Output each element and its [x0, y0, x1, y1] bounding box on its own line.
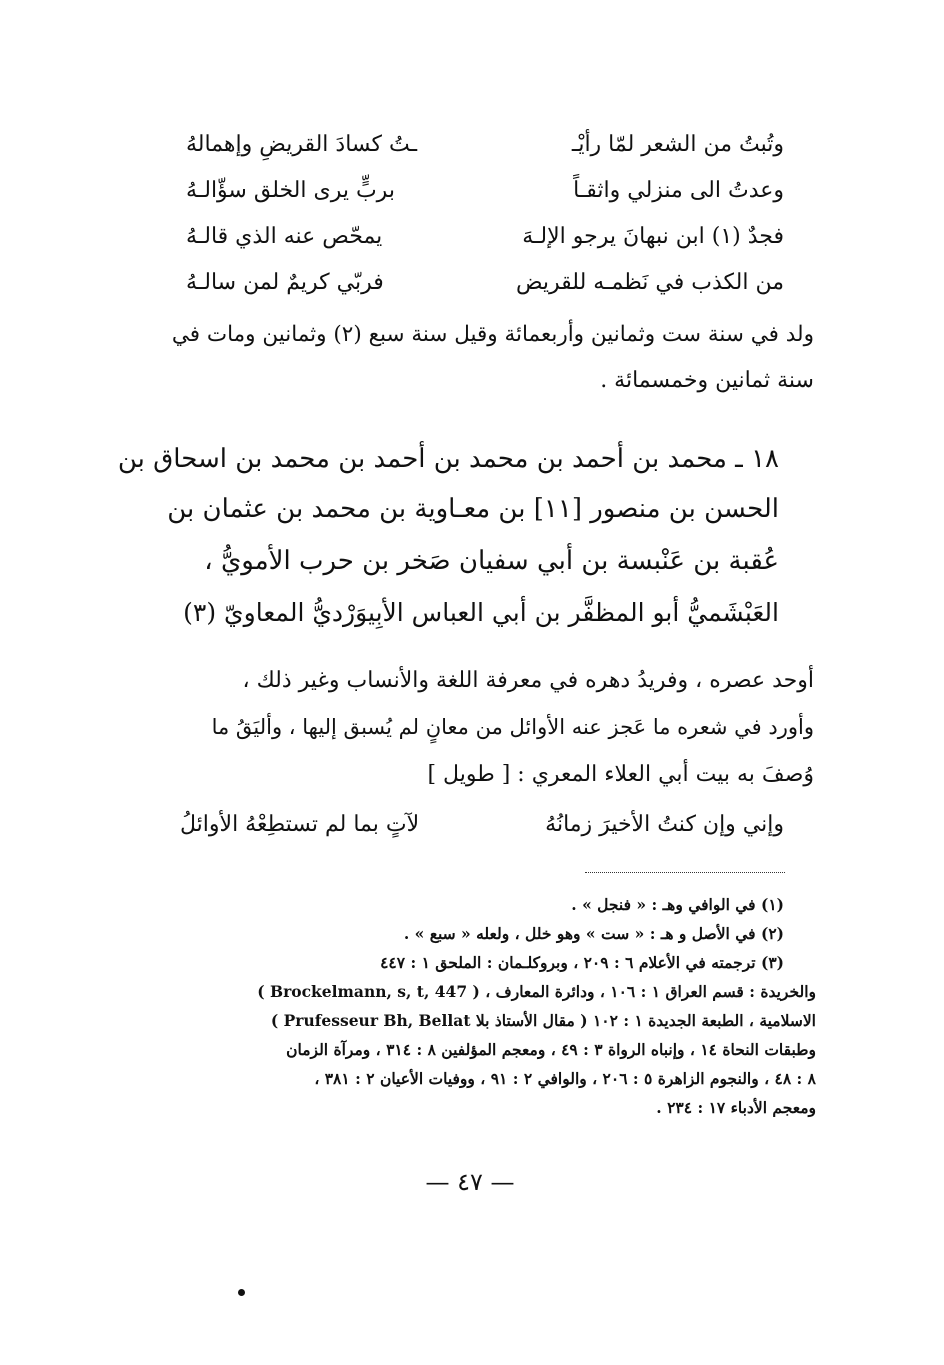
entry-heading-line-4: العَبْشَميُّ أبو المظفَّر بن أبي العباس الأبِيوَرْديُّ المعاويّ (٣) — [183, 598, 779, 627]
footnote-3-line-2: ( Brockelmann, s, t, 447 ) ، والخريدة : قسم العراق ١ : ١٠٦ ، ودائرة المعارف — [257, 982, 816, 1001]
bio-2-line-1: أوحد عصره ، وفريدُ دهره في معرفة اللغة والأنساب وغير ذلك ، — [242, 668, 814, 693]
footnote-1: (١) في الوافي وهـ : « فنجل » . — [571, 895, 784, 914]
footnote-2: (٢) في الأصل و هـ : « ست » وهو خلل ، ولعله « سبع » . — [403, 924, 784, 943]
entry-heading-line-3: عُقبة بن عَنْبسة بن أبي سفيان صَخر بن حرب الأمويُّ ، — [204, 546, 779, 576]
verse-1-second-hemistich: ـتُ كسادَ القريضِ وإهمالهُ — [186, 132, 418, 157]
verse-4 — [0, 270, 944, 310]
verse-3-first-hemistich: فجدٌ (١) ابن نبهانَ يرجو الإلـهَ — [522, 224, 784, 249]
verse-3-second-hemistich: يمحّص عنه الذي قالـهُ — [186, 224, 383, 249]
footnote-separator — [585, 872, 785, 873]
verse-5-second-hemistich: لآتٍ بما لم تستطِعْهُ الأوائلُ — [180, 812, 420, 837]
verse-4-first-hemistich: من الكذب في نَظمـه للقريض — [515, 270, 784, 295]
footnote-3-line-4: وطبقات النحاة ١٤ ، وإنباه الرواة ٣ : ٤٩ ، ومعجم المؤلفين ٨ : ٣١٤ ، ومرآة الزمان — [286, 1040, 816, 1059]
verse-1 — [0, 132, 944, 172]
verse-5-first-hemistich: وإني وإن كنتُ الأخيرَ زمانُهُ — [545, 812, 784, 837]
verse-5 — [0, 812, 944, 852]
bio-2-line-3: وُصفَ به بيت أبي العلاء المعري : [ طويل ] — [427, 762, 814, 787]
footnote-3-line-3: الاسلامية ، الطبعة الجديدة ١ : ١٠٢ ( مقال الأستاذ بلا Prufesseur Bh, Bellat ) — [270, 1011, 816, 1030]
bio-1-line-2: سنة ثمانين وخمسمائة . — [600, 368, 814, 393]
verse-3 — [0, 224, 944, 264]
entry-heading-line-1: ١٨ ـ محمد بن أحمد بن محمد بن أحمد بن محمد بن اسحاق بن — [117, 444, 779, 474]
ink-dot — [238, 1289, 245, 1296]
verse-1-first-hemistich: وتُبتُ من الشعر لمّا رأيْـ — [571, 132, 784, 157]
page-number: — ٤٧ — — [425, 1168, 515, 1196]
bio-2-line-2: وأورد في شعره ما عَجز عنه الأوائل من معانٍ لم يُسبق إليها ، وأليَقُ ما — [211, 715, 814, 739]
footnote-3-line-1: (٣) ترجمته في الأعلام ٦ : ٢٠٩ ، وبروكلـمان : الملحق ١ : ٤٤٧ — [380, 953, 784, 972]
bio-1-line-1: ولد في سنة ست وثمانين وأربعمائة وقيل سنة سبع (٢) وثمانين ومات في — [171, 322, 814, 347]
footnote-3-line-5: ٨ : ٤٨ ، والنجوم الزاهرة ٥ : ٢٠٦ ، والوافي ٢ : ٩١ ، ووفيات الأعيان ٢ : ٣٨١ ، — [314, 1069, 816, 1088]
verse-4-second-hemistich: فربّي كريمٌ لمن سالـهُ — [186, 270, 384, 295]
verse-2-second-hemistich: بربٍّ يرى الخلق سؤّالـهُ — [186, 178, 395, 203]
verse-2-first-hemistich: وعدتُ الى منزلي واثقـاً — [573, 178, 784, 203]
footnote-3-line-6: ومعجم الأدباء ١٧ : ٢٣٤ . — [656, 1098, 816, 1117]
entry-heading-line-2: الحسن بن منصور [١١] بن معـاوية بن محمد بن عثمان بن — [167, 494, 779, 524]
verse-2 — [0, 178, 944, 218]
